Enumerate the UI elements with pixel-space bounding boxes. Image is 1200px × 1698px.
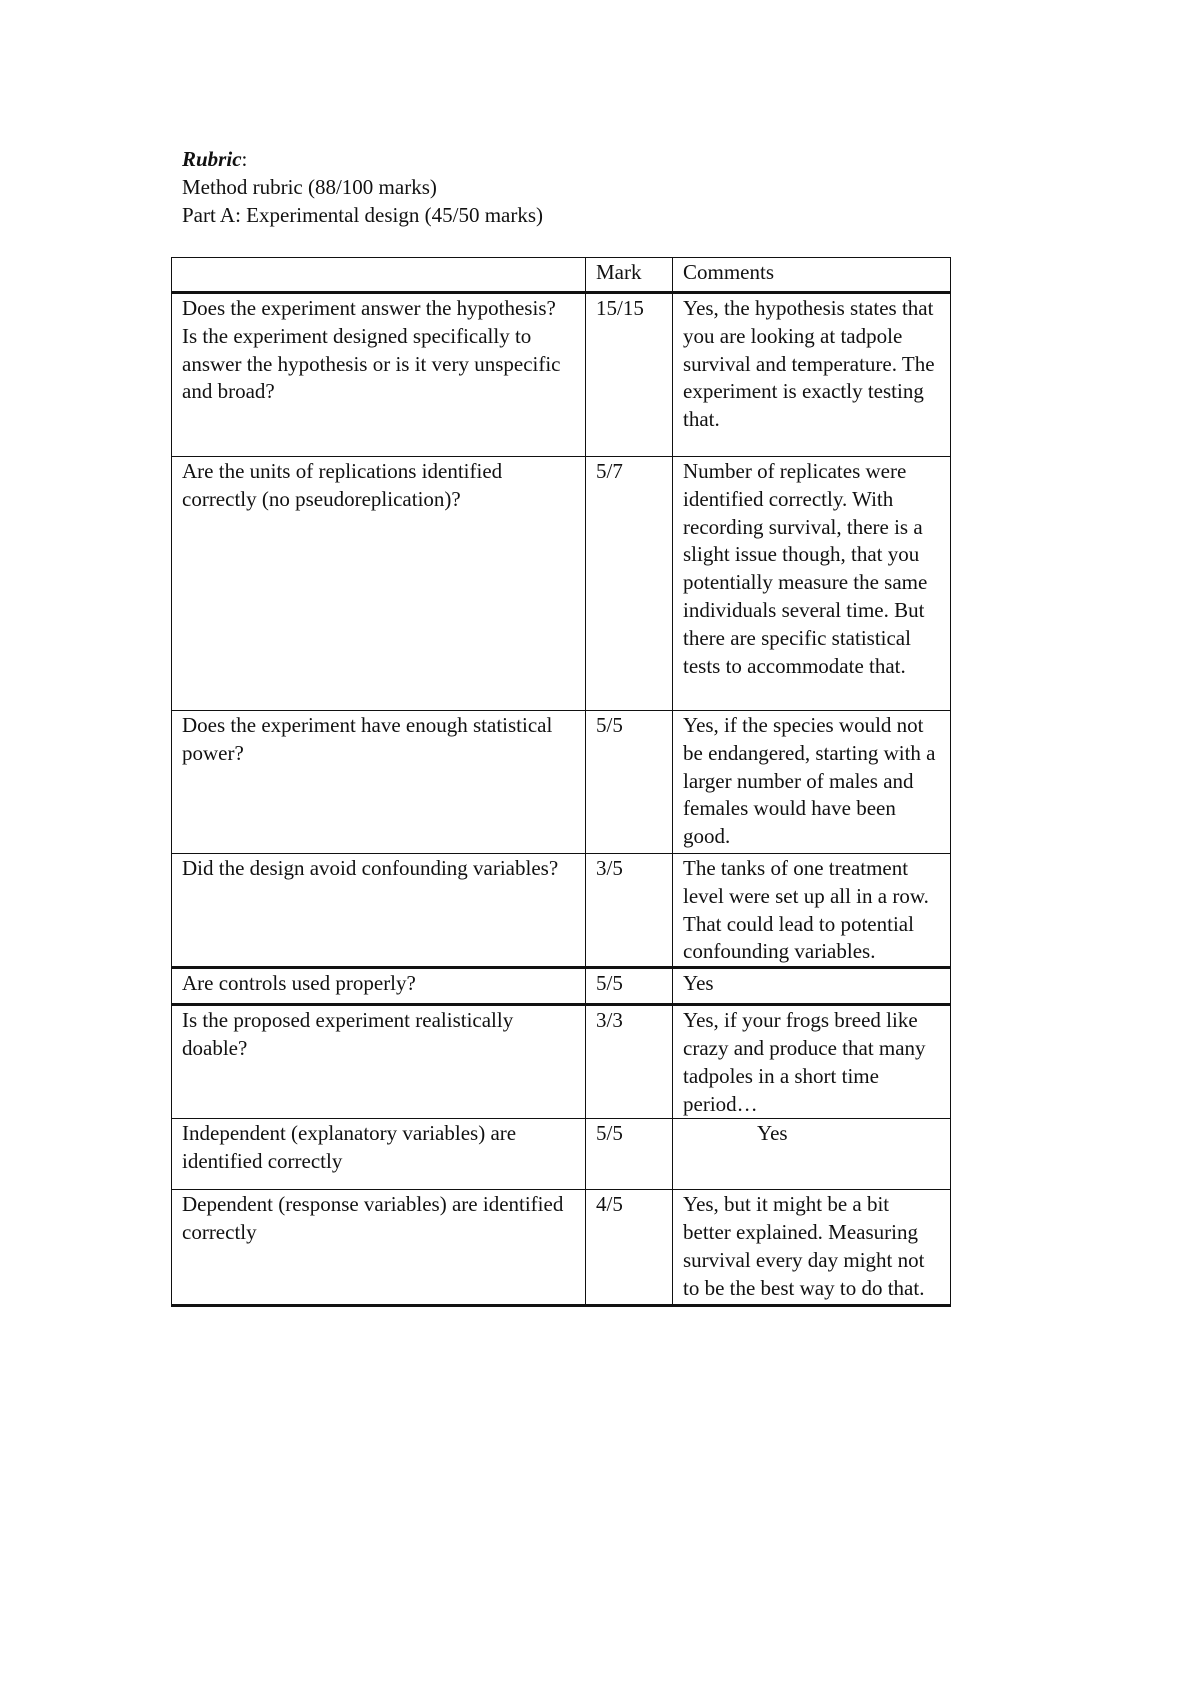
heading-block — [182, 145, 543, 229]
table-row — [172, 457, 951, 711]
rubric-title-colon: : — [241, 147, 248, 171]
question-cell: Does the experiment have enough statistical power? — [172, 711, 586, 854]
table-row — [172, 1119, 951, 1190]
comment-cell: Yes, but it might be a bit better explained. Measuring survival every day might not to be the best way to do that. — [673, 1190, 951, 1306]
question-cell: Dependent (response variables) are identified correctly — [172, 1190, 586, 1306]
mark-cell: 3/5 — [586, 854, 673, 968]
table-row — [172, 854, 951, 968]
table-row — [172, 711, 951, 854]
question-cell: Did the design avoid confounding variables? — [172, 854, 586, 968]
mark-cell: 4/5 — [586, 1190, 673, 1306]
rubric-title: Rubric — [182, 147, 242, 171]
header-mark-cell: Mark — [586, 258, 673, 293]
question-cell: Is the proposed experiment realistically doable? — [172, 1005, 586, 1119]
comment-cell: Yes — [673, 968, 951, 1005]
question-cell: Does the experiment answer the hypothesis? Is the experiment designed specifically to answer the hypothesis or is it very unspecific and broad? — [172, 293, 586, 457]
table-row — [172, 1190, 951, 1306]
comment-cell: The tanks of one treatment level were set up all in a row. That could lead to potential confounding variables. — [673, 854, 951, 968]
comment-cell: Number of replicates were identified correctly. With recording survival, there is a slight issue though, that you potentially measure the same individuals several time. But there are specific statistical tests to accommodate that. — [673, 457, 951, 711]
comment-cell: Yes, if the species would not be endangered, starting with a larger number of males and females would have been good. — [673, 711, 951, 854]
question-cell: Are the units of replications identified correctly (no pseudoreplication)? — [172, 457, 586, 711]
comment-cell: Yes — [673, 1119, 951, 1190]
mark-cell: 5/5 — [586, 968, 673, 1005]
table-row — [172, 293, 951, 457]
mark-cell: 3/3 — [586, 1005, 673, 1119]
header-question-cell — [172, 258, 586, 293]
header-comments-cell: Comments — [673, 258, 951, 293]
table-header-row — [172, 258, 951, 293]
question-cell: Independent (explanatory variables) are identified correctly — [172, 1119, 586, 1190]
question-cell: Are controls used properly? — [172, 968, 586, 1005]
table-row — [172, 1005, 951, 1119]
table-row — [172, 968, 951, 1005]
mark-cell: 5/5 — [586, 711, 673, 854]
mark-cell: 15/15 — [586, 293, 673, 457]
mark-cell: 5/7 — [586, 457, 673, 711]
comment-cell: Yes, the hypothesis states that you are looking at tadpole survival and temperature. The experiment is exactly testing that. — [673, 293, 951, 457]
rubric-table — [171, 257, 951, 1307]
comment-cell: Yes, if your frogs breed like crazy and produce that many tadpoles in a short time period… — [673, 1005, 951, 1119]
part-a-line: Part A: Experimental design (45/50 marks) — [182, 203, 544, 227]
method-rubric-line: Method rubric (88/100 marks) — [182, 175, 437, 199]
rubric-heading — [182, 145, 543, 173]
mark-cell: 5/5 — [586, 1119, 673, 1190]
